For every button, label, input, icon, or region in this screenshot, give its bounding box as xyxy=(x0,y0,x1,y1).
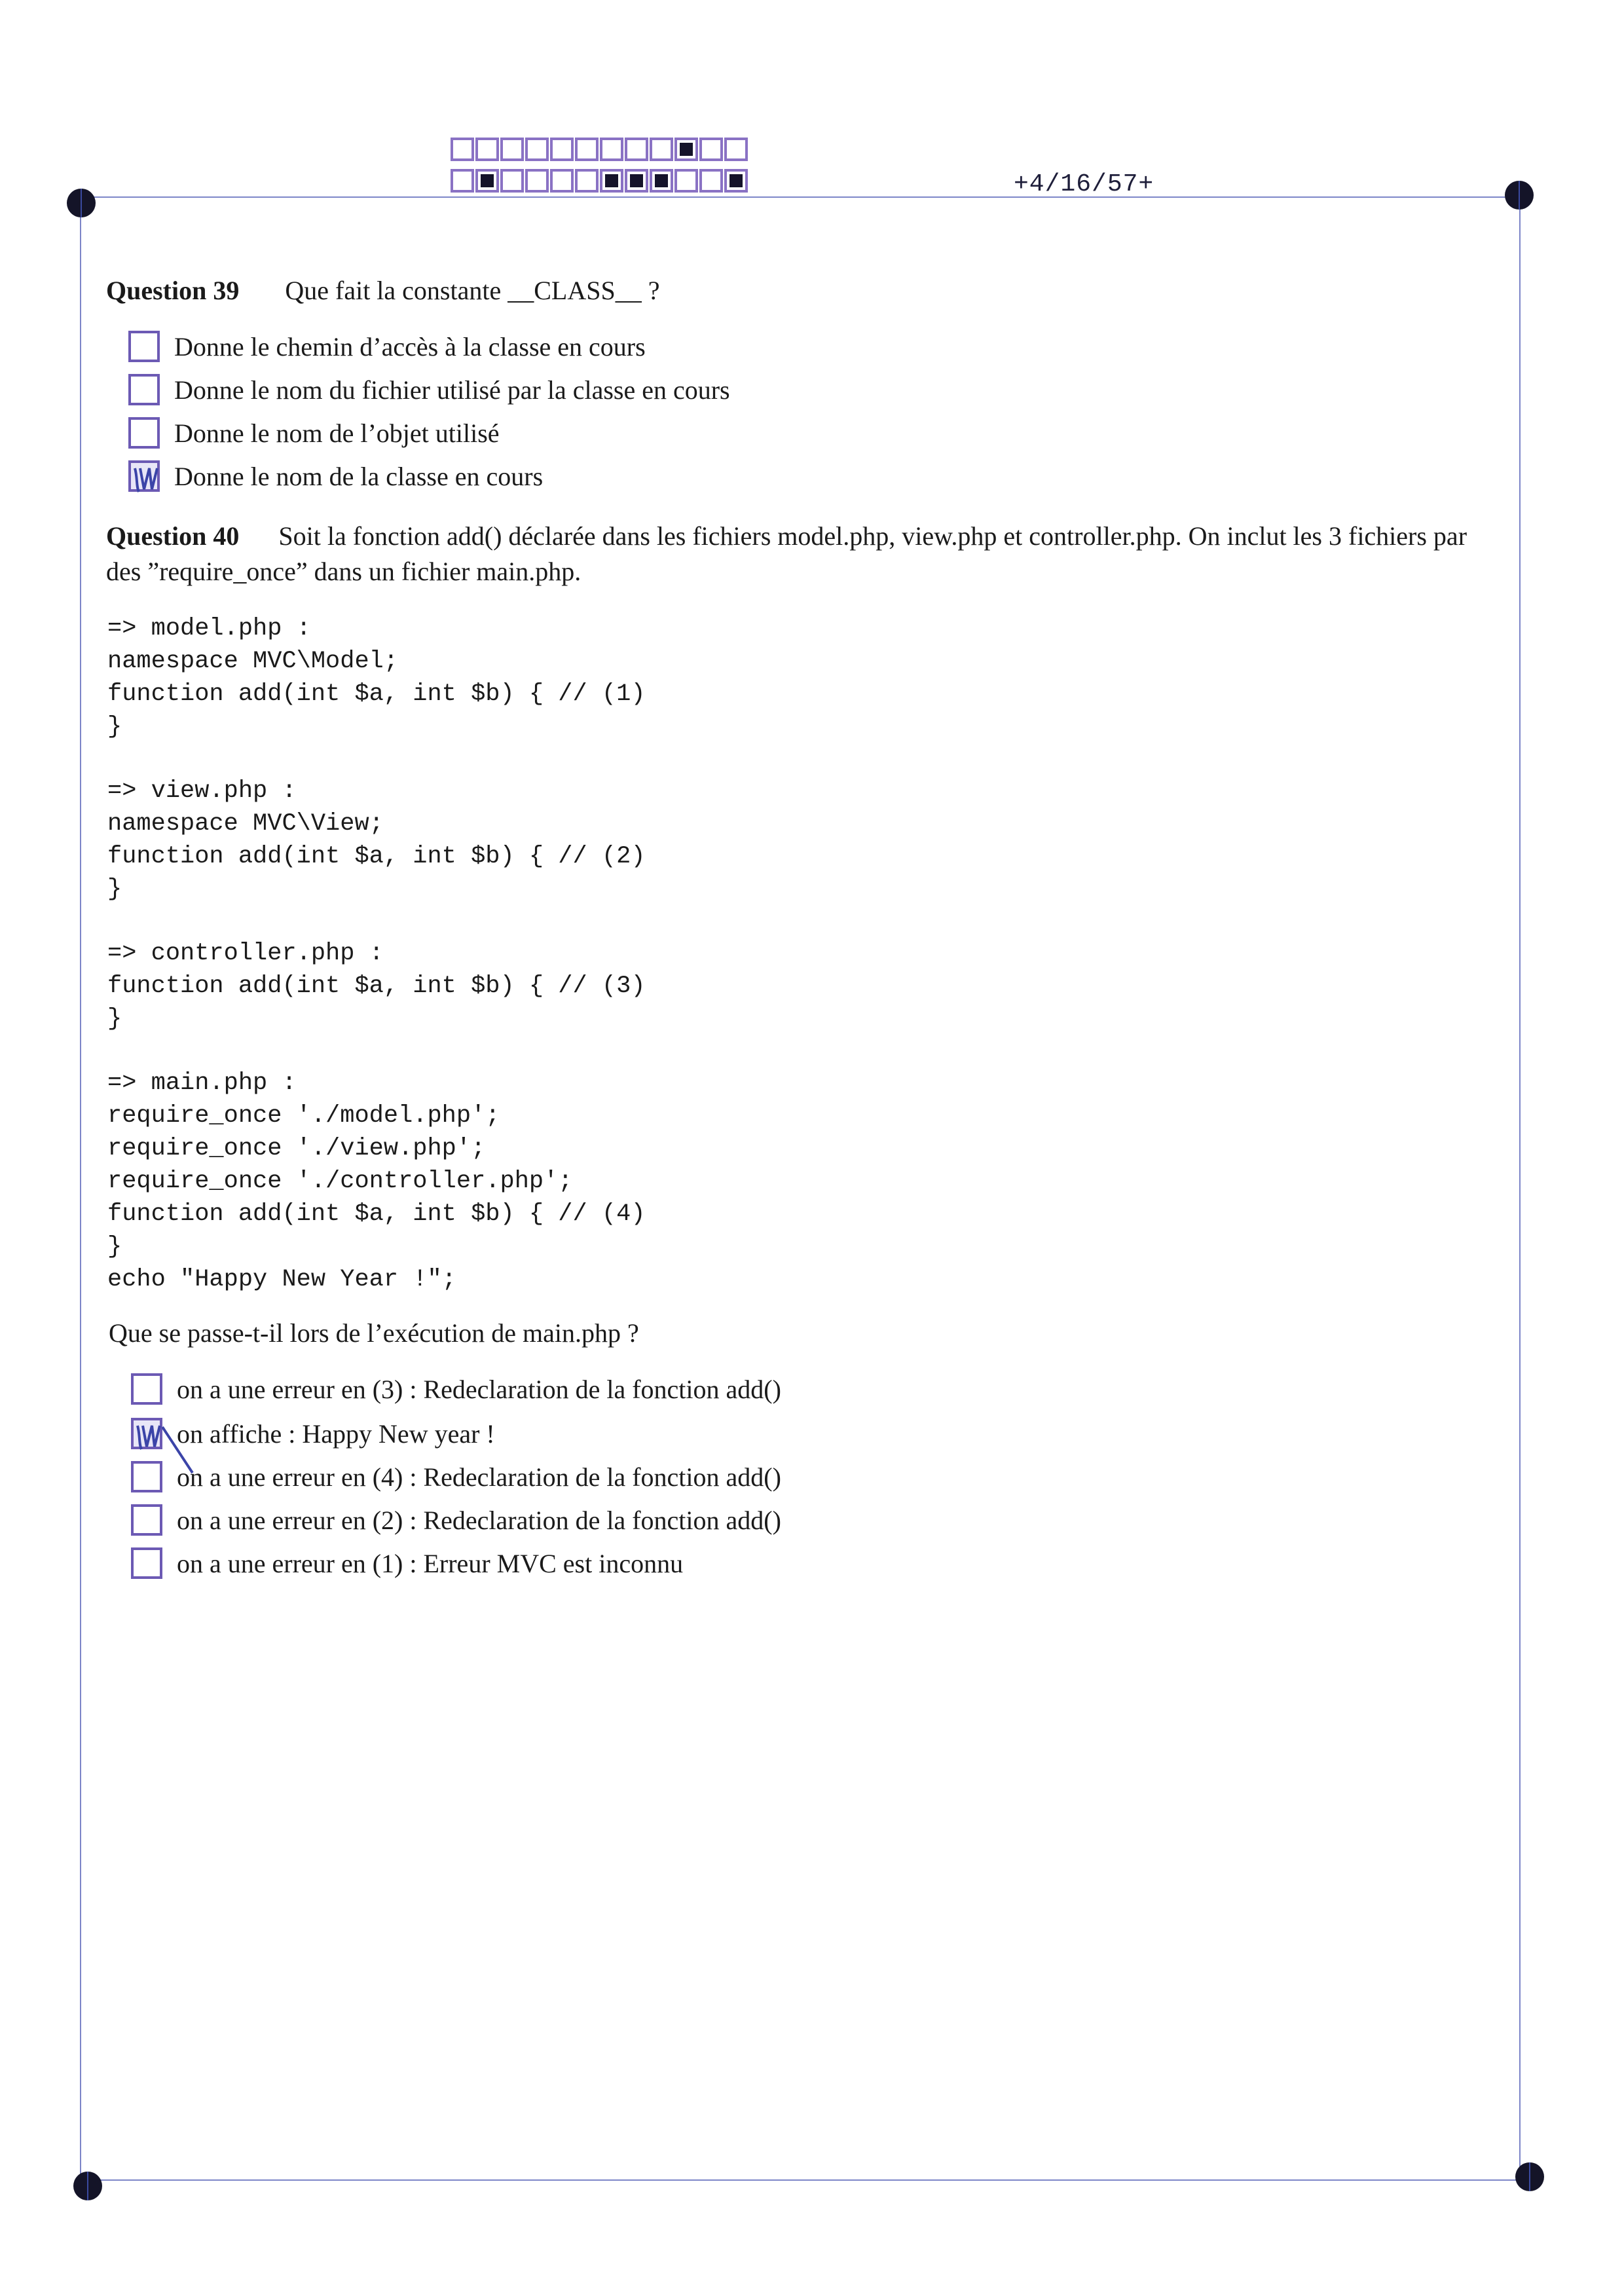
question-40-header xyxy=(106,519,1494,589)
barcode-bit xyxy=(451,169,474,193)
barcode-bit xyxy=(550,138,574,161)
question-number: Question 39 xyxy=(106,276,240,305)
q40-choice-2[interactable] xyxy=(131,1417,495,1450)
code-view: => view.php : namespace MVC\View; function add(int $a, int $b) { // (2) } xyxy=(107,777,646,903)
choice-label: Donne le chemin d’accès à la classe en cours xyxy=(174,331,646,361)
checkbox[interactable] xyxy=(128,374,160,405)
question-number: Question 40 xyxy=(106,521,240,551)
checkbox[interactable] xyxy=(128,417,160,449)
choice-label: on a une erreur en (2) : Redeclaration de la fonction add() xyxy=(177,1505,781,1535)
barcode-bit xyxy=(500,169,524,193)
barcode-bit xyxy=(625,138,648,161)
barcode-bit xyxy=(674,169,698,193)
checkbox[interactable] xyxy=(131,1373,162,1405)
barcode-bit xyxy=(600,169,623,193)
barcode-bit xyxy=(525,138,549,161)
barcode-top xyxy=(451,138,748,161)
corner-marker-bottom-left xyxy=(73,2172,102,2200)
q39-choice-4[interactable] xyxy=(128,460,543,492)
choice-label: on affiche : Happy New year ! xyxy=(177,1418,495,1449)
q40-choice-3[interactable] xyxy=(131,1460,781,1493)
choice-label: on a une erreur en (1) : Erreur MVC est inconnu xyxy=(177,1548,684,1578)
checkbox[interactable] xyxy=(131,1547,162,1579)
code-model: => model.php : namespace MVC\Model; function add(int $a, int $b) { // (1) } xyxy=(107,615,646,741)
barcode-bit xyxy=(575,138,599,161)
question-39-header xyxy=(106,275,659,306)
q39-choice-2[interactable] xyxy=(128,373,730,406)
checkbox-checked[interactable] xyxy=(128,460,160,492)
barcode-bit xyxy=(575,169,599,193)
barcode-bit xyxy=(500,138,524,161)
barcode-bit xyxy=(699,169,723,193)
q39-choice-3[interactable] xyxy=(128,417,500,449)
q40-choice-1[interactable] xyxy=(131,1373,781,1405)
barcode-bit xyxy=(550,169,574,193)
code-controller: => controller.php : function add(int $a, int $b) { // (3) } xyxy=(107,940,646,1033)
barcode-bit xyxy=(650,138,673,161)
choice-label: on a une erreur en (4) : Redeclaration de la fonction add() xyxy=(177,1462,781,1492)
barcode-bit xyxy=(475,138,499,161)
q40-choice-4[interactable] xyxy=(131,1504,781,1536)
corner-marker-top-left xyxy=(67,189,96,217)
barcode-bit xyxy=(699,138,723,161)
barcode-bit xyxy=(525,169,549,193)
code-main: => main.php : require_once './model.php'; require_once './view.php'; require_once './controller.php'; function add(int $a, int $b) { // (4) } echo "Happy New Year !"; xyxy=(107,1069,646,1293)
barcode-bit xyxy=(724,138,748,161)
choice-label: Donne le nom de l’objet utilisé xyxy=(174,418,500,448)
barcode-bit xyxy=(674,138,698,161)
barcode-bit xyxy=(600,138,623,161)
checkbox-checked[interactable] xyxy=(131,1418,162,1449)
corner-marker-bottom-right xyxy=(1515,2162,1544,2191)
question-text: Que fait la constante __CLASS__ ? xyxy=(285,276,660,305)
corner-marker-top-right xyxy=(1505,181,1534,210)
question-text: Soit la fonction add() déclarée dans les fichiers model.php, view.php et controller.php. On inclut les 3 fichiers par des ”require_once” dans un fichier main.php. xyxy=(106,521,1467,586)
q40-choice-5[interactable] xyxy=(131,1547,683,1580)
barcode-bit xyxy=(475,169,499,193)
barcode-bottom xyxy=(451,169,748,193)
choice-label: Donne le nom du fichier utilisé par la classe en cours xyxy=(174,375,730,405)
pen-mark-icon xyxy=(131,463,162,494)
checkbox[interactable] xyxy=(128,331,160,362)
choice-label: on a une erreur en (3) : Redeclaration de la fonction add() xyxy=(177,1374,781,1404)
barcode-bit xyxy=(724,169,748,193)
checkbox[interactable] xyxy=(131,1504,162,1536)
choice-label: Donne le nom de la classe en cours xyxy=(174,461,544,491)
q39-choice-1[interactable] xyxy=(128,330,646,363)
page-id: +4/16/57+ xyxy=(1014,170,1154,198)
checkbox[interactable] xyxy=(131,1461,162,1492)
question-40-prompt: Que se passe-t-il lors de l’exécution de main.php ? xyxy=(109,1318,639,1348)
barcode-bit xyxy=(625,169,648,193)
barcode-bit xyxy=(650,169,673,193)
barcode-bit xyxy=(451,138,474,161)
